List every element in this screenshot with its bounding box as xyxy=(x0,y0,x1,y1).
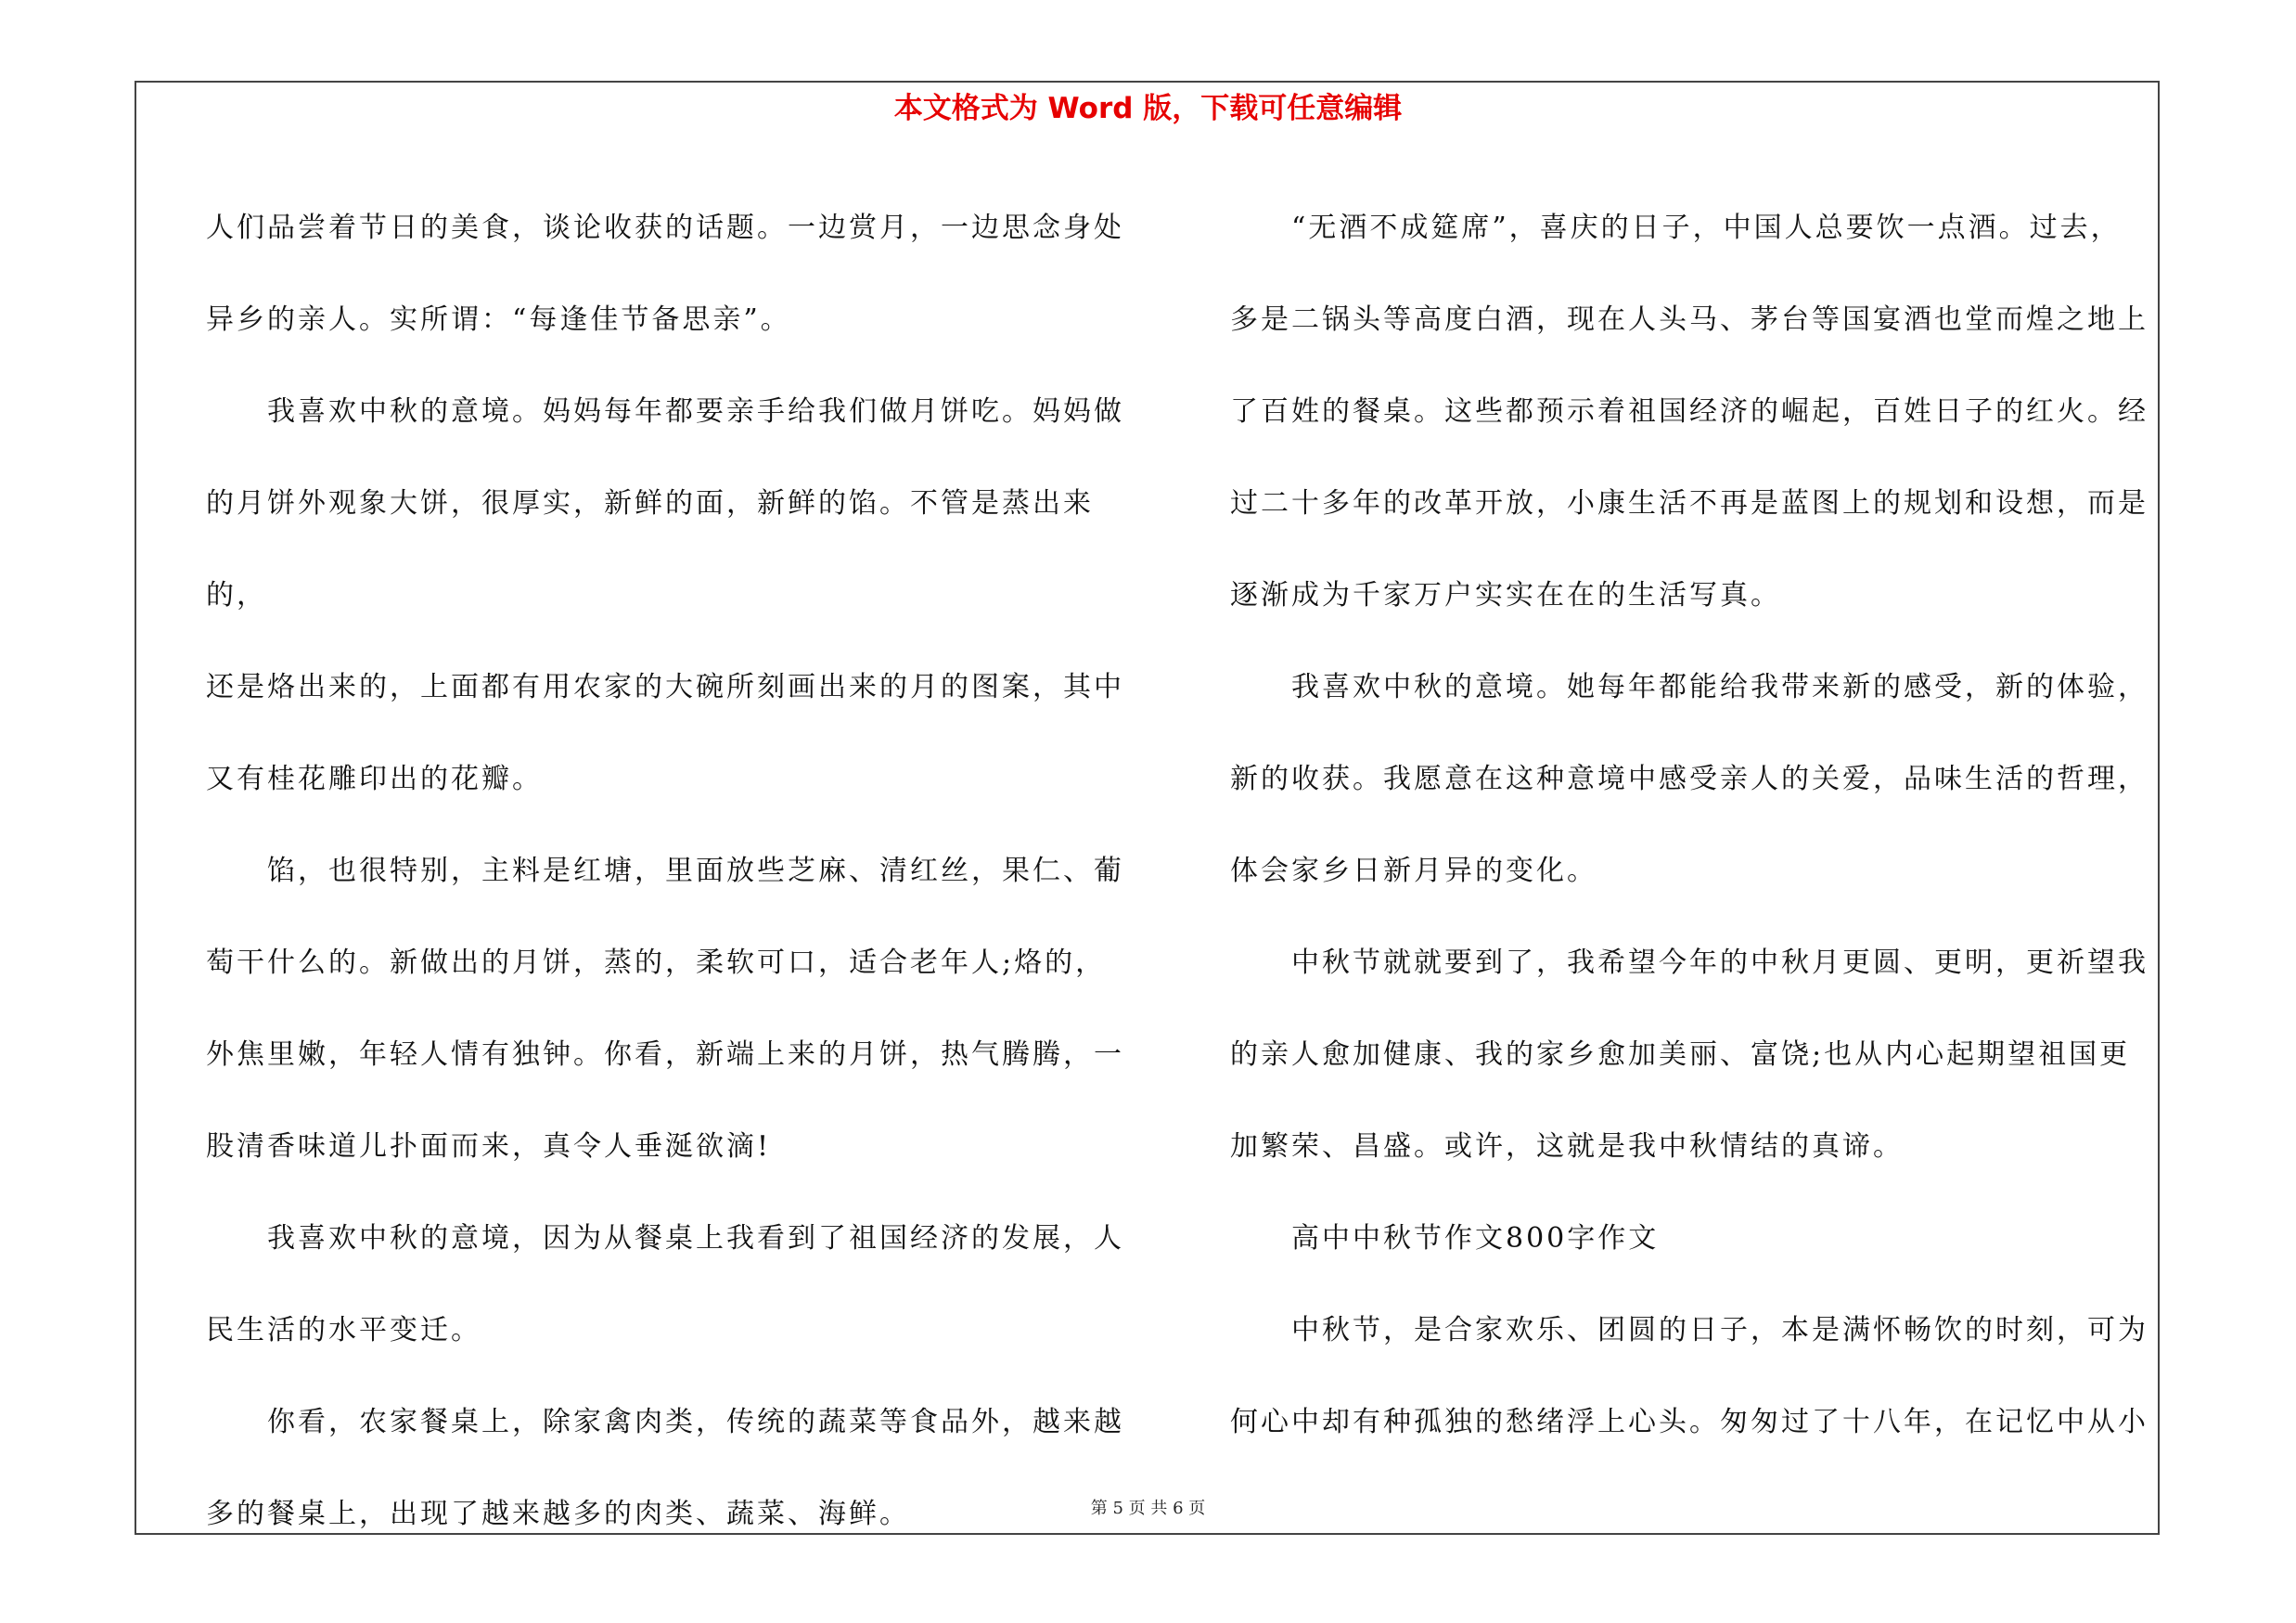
paragraph: 我喜欢中秋的意境，因为从餐桌上我看到了祖国经济的发展，人 民生活的水平变迁。 xyxy=(206,1222,1124,1346)
paragraph: 人们品尝着节日的美食，谈论收获的话题。一边赏月，一边思念身处 异乡的亲人。实所谓：“每逢佳节备思亲”。 xyxy=(206,212,1124,336)
paragraph: 中秋节就就要到了，我希望今年的中秋月更圆、更明，更祈望我 的亲人愈加健康、我的家乡愈加美丽、富饶;也从内心起期望祖国更 加繁荣、昌盛。或许，这就是我中秋情结的真谛。 xyxy=(1230,947,2148,1163)
paragraph: 中秋节，是合家欢乐、团圆的日子，本是满怀畅饮的时刻，可为 何心中却有种孤独的愁绪浮上心头。匆匆过了十八年，在记忆中从小 xyxy=(1230,1314,2148,1438)
right-column xyxy=(1230,182,2158,1468)
paragraph: “无酒不成筵席”，喜庆的日子，中国人总要饮一点酒。过去， 多是二锅头等高度白酒，现在人头马、茅台等国宴酒也堂而煌之地上 了百姓的餐桌。这些都预示着祖国经济的崛起，百姓日子的红火。经 过二十多年的改革开放，小康生活不再是蓝图上的规划和设想，而是 逐渐成为千家万户实实在在的生活写真。 xyxy=(1230,212,2148,612)
paragraph: 我喜欢中秋的意境。妈妈每年都要亲手给我们做月饼吃。妈妈做 的月饼外观象大饼，很厚实，新鲜的面，新鲜的馅。不管是蒸出来的， 还是烙出来的，上面都有用农家的大碗所刻画出来的月的图案，其中 又有桂花雕印出的花瓣。 xyxy=(206,395,1124,795)
page-number: 第 5 页 共 6 页 xyxy=(1090,1499,1206,1518)
format-banner: 本文格式为 Word 版，下载可任意编辑 xyxy=(893,92,1403,125)
section-heading: 高中中秋节作文800字作文 xyxy=(1291,1222,1660,1255)
paragraph: 我喜欢中秋的意境。她每年都能给我带来新的感受，新的体验， 新的收获。我愿意在这种意境中感受亲人的关爱，品味生活的哲理， 体会家乡日新月异的变化。 xyxy=(1230,671,2148,887)
left-column xyxy=(206,182,1134,1560)
paragraph: 馅，也很特别，主料是红塘，里面放些芝麻、清红丝，果仁、葡 萄干什么的。新做出的月饼，蒸的，柔软可口，适合老年人;烙的， 外焦里嫩，年轻人情有独钟。你看，新端上来的月饼，热气腾腾，一 股清香味道儿扑面而来，真令人垂涎欲滴! xyxy=(206,855,1124,1163)
paragraph: 你看，农家餐桌上，除家禽肉类，传统的蔬菜等食品外，越来越 多的餐桌上，出现了越来越多的肉类、蔬菜、海鲜。 xyxy=(206,1406,1124,1530)
